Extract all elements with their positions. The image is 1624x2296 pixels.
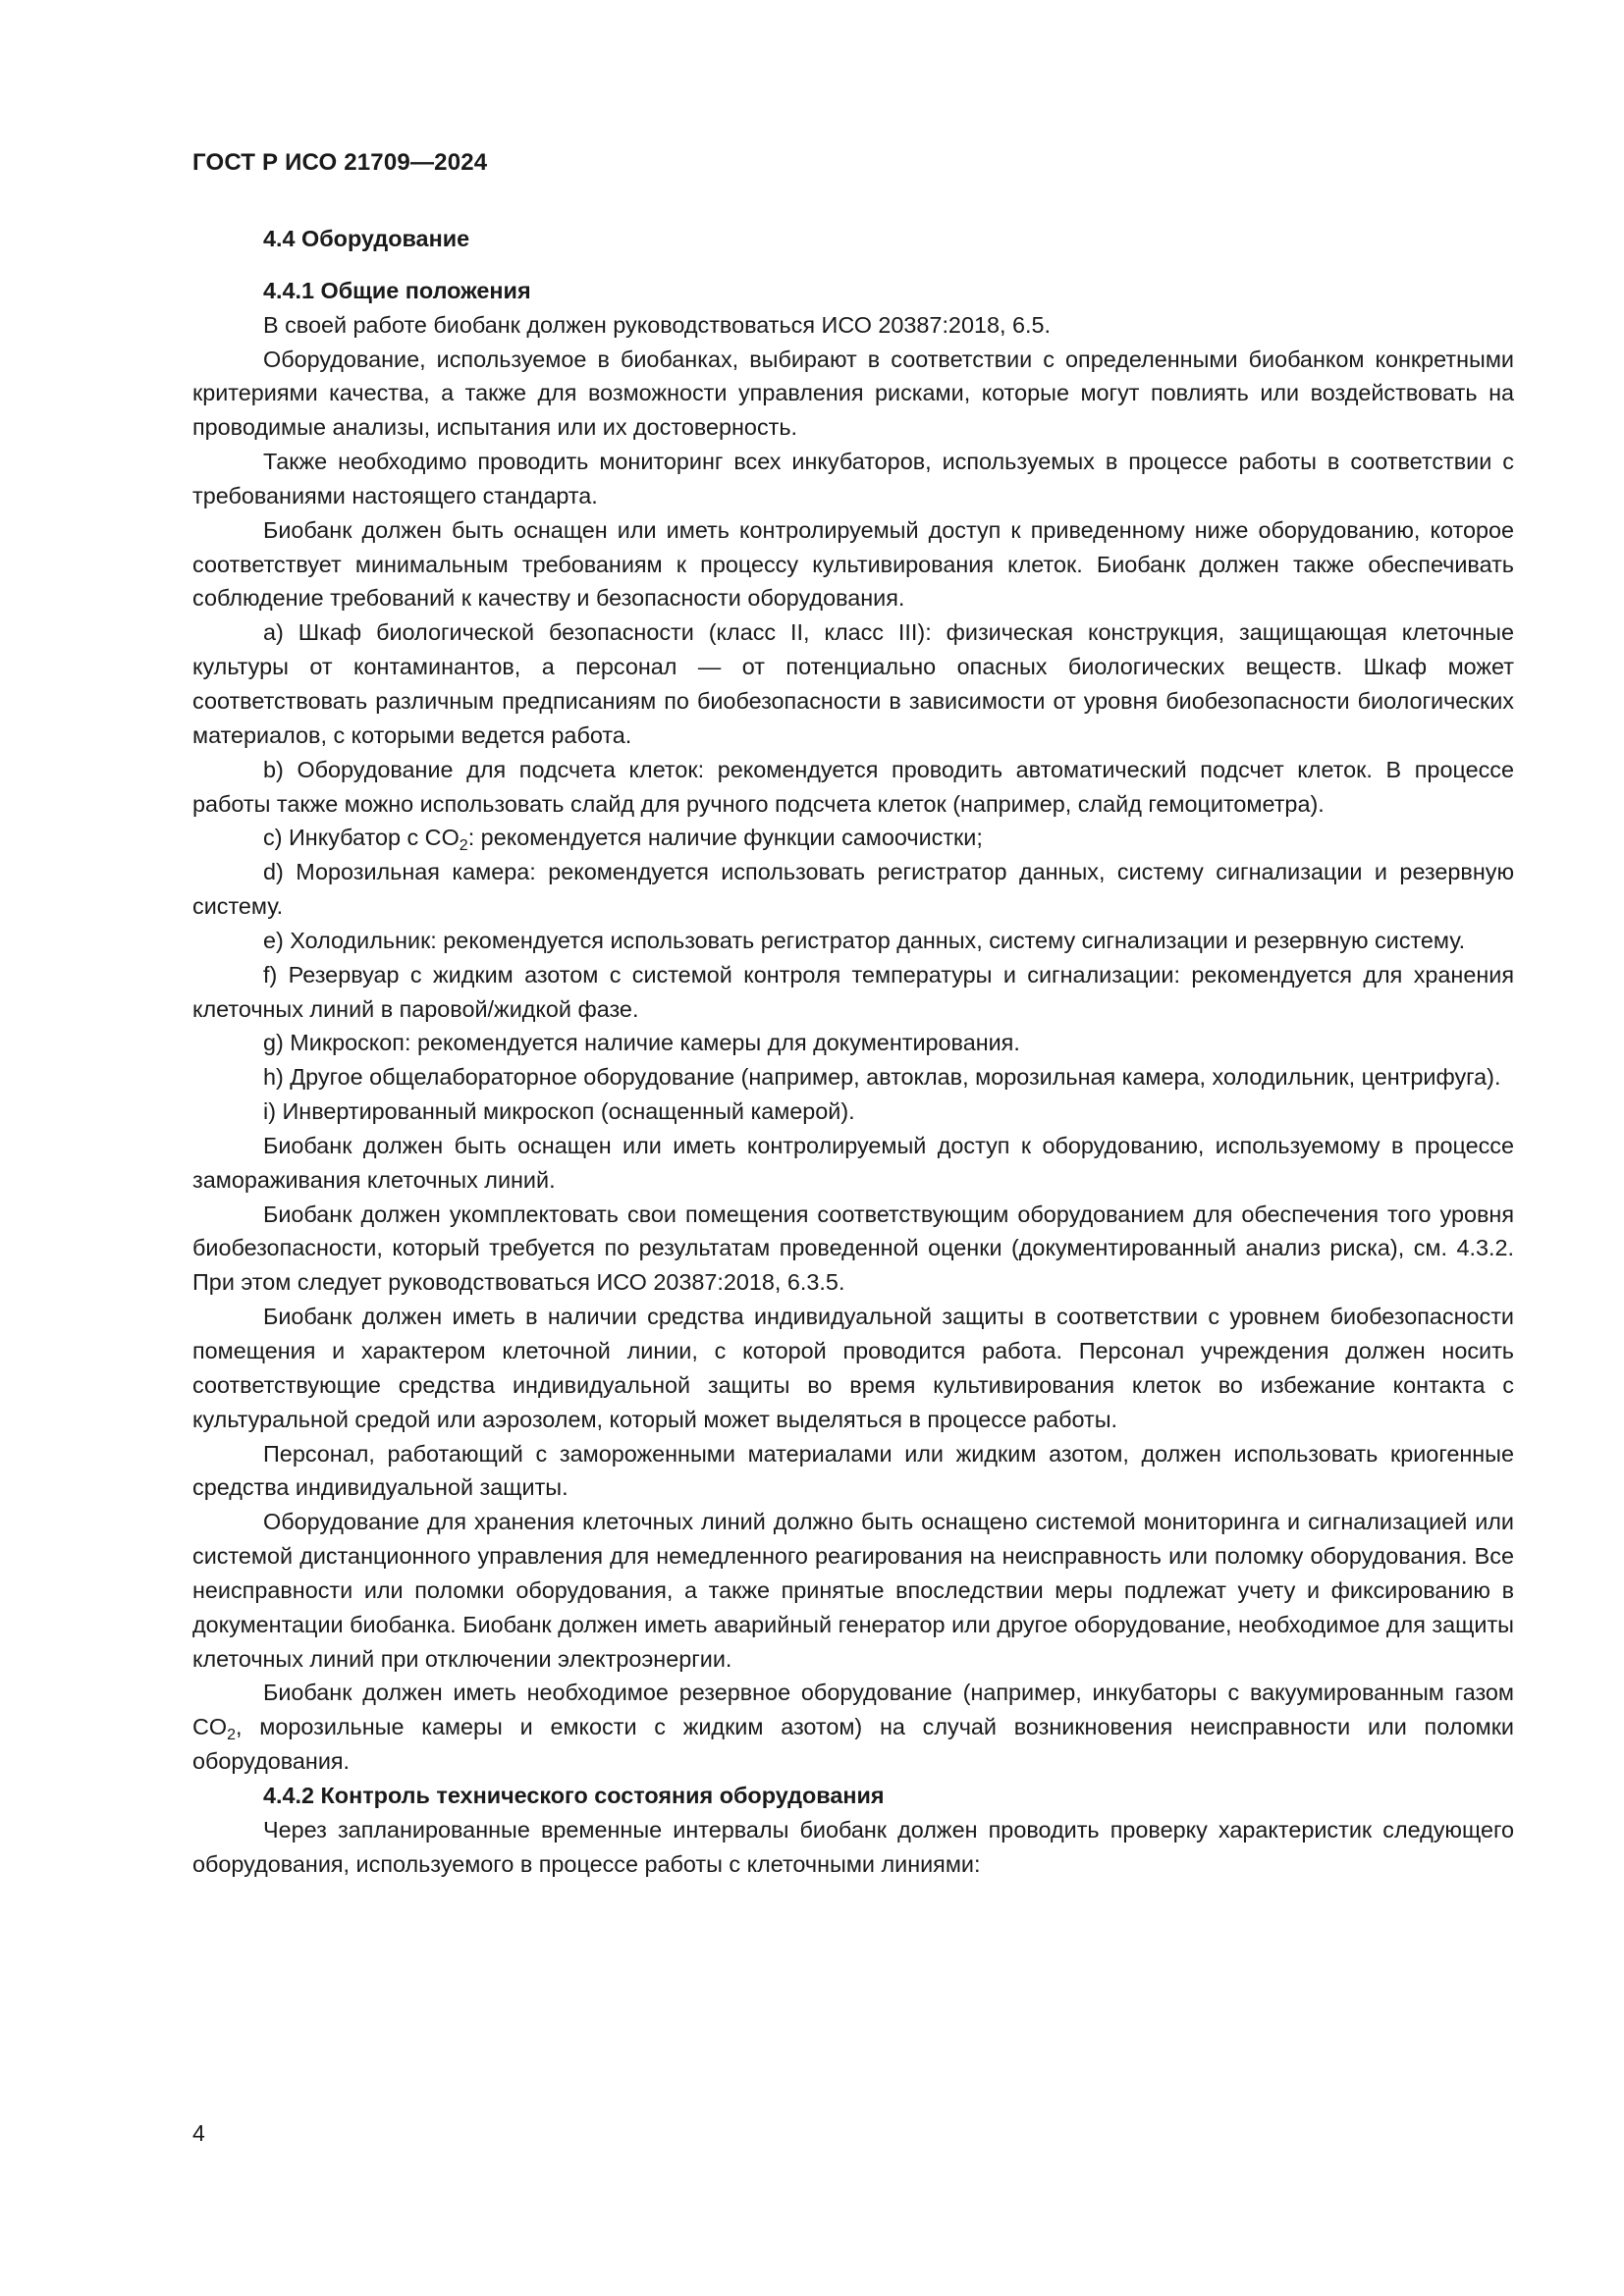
page-number: 4 (192, 2120, 205, 2146)
list-item-h: h) Другое общелабораторное оборудование (например, автоклав, морозильная камера, холодильник, центрифуга). (263, 1064, 1501, 1091)
paragraph (192, 1676, 1514, 1779)
co2-subscript: 2 (227, 1727, 236, 1744)
paragraph-text: Биобанк должен иметь необходимое резервное оборудование (например, инкубаторы с вакуумированным газом CO (192, 1680, 1514, 1740)
list-item-b: b) Оборудование для подсчета клеток: рекомендуется проводить автоматический подсчет клеток. В процессе работы также можно использовать слайд для ручного подсчета клеток (например, слайд гемоцитометра). (192, 756, 1514, 817)
list-item-c-text-end: : рекомендуется наличие функции самоочистки; (467, 825, 983, 851)
paragraph: Персонал, работающий с замороженными материалами или жидким азотом, должен использовать криогенные средства индивидуальной защиты. (192, 1440, 1514, 1501)
paragraph: Биобанк должен укомплектовать свои помещения соответствующим оборудованием для обеспечения того уровня биобезопасности, который требуется по результатам проведенной оценки (документированный анализ риска), см. 4.3.2. При этом следует руководствоваться ИСО 20387:2018, 6.3.5. (192, 1201, 1514, 1296)
list-item-c (192, 821, 1514, 855)
section-4-4-heading: 4.4 Оборудование (263, 226, 470, 251)
standard-header: ГОСТ Р ИСО 21709—2024 (192, 149, 488, 176)
list-item-f: f) Резервуар с жидким азотом с системой контроля температуры и сигнализации: рекомендуется для хранения клеточных линий в паровой/жидкой фазе. (192, 961, 1514, 1022)
paragraph: Биобанк должен быть оснащен или иметь контролируемый доступ к приведенному ниже оборудованию, которое соответствует минимальным требованиям к процессу культивирования клеток. Биобанк должен также обеспечивать соблюдение требований к качеству и безопасности оборудования. (192, 516, 1514, 612)
list-item-i: i) Инвертированный микроскоп (оснащенный камерой). (263, 1098, 855, 1125)
paragraph: Оборудование для хранения клеточных линий должно быть оснащено системой мониторинга и сигнализацией или системой дистанционного управления для немедленного реагирования на неисправность или поломку оборудования. Все неисправности или поломки оборудования, а также принятые впоследствии меры подлежат учету и фиксированию в документации биобанка. Биобанк должен иметь аварийный генератор или другое оборудование, необходимое для защиты клеточных линий при отключении электроэнергии. (192, 1509, 1514, 1672)
list-item-d: d) Морозильная камера: рекомендуется использовать регистратор данных, систему сигнализации и резервную систему. (192, 859, 1514, 920)
body-text (192, 222, 1514, 1882)
paragraph: Биобанк должен быть оснащен или иметь контролируемый доступ к оборудованию, используемому в процессе замораживания клеточных линий. (192, 1132, 1514, 1193)
paragraph-text-end: , морозильные камеры и емкости с жидким азотом) на случай возникновения неисправности или поломки оборудования. (192, 1714, 1514, 1775)
paragraph: Также необходимо проводить мониторинг всех инкубаторов, используемых в процессе работы в соответствии с требованиями настоящего стандарта. (192, 449, 1514, 508)
co2-subscript: 2 (459, 837, 468, 855)
list-item-a: а) Шкаф биологической безопасности (класс II, класс III): физическая конструкция, защищающая клеточные культуры от контаминантов, а персонал — от потенциально опасных биологических веществ. Шкаф может соответствовать различным предписаниям по биобезопасности в зависимости от уровня биобезопасности биологических материалов, с которыми ведется работа. (192, 619, 1514, 748)
list-item-g: g) Микроскоп: рекомендуется наличие камеры для документирования. (263, 1030, 1020, 1056)
list-item-c-text: c) Инкубатор с CO (263, 825, 460, 851)
section-4-4-2-heading: 4.4.2 Контроль технического состояния оборудования (263, 1782, 885, 1808)
paragraph: Биобанк должен иметь в наличии средства индивидуальной защиты в соответствии с уровнем биобезопасности помещения и характером клеточной линии, с которой проводится работа. Персонал учреждения должен носить соответствующие средства индивидуальной защиты во время культивирования клеток во избежание контакта с культуральной средой или аэрозолем, который может выделяться в процессе работы. (192, 1304, 1514, 1432)
section-4-4-1-heading: 4.4.1 Общие положения (263, 277, 531, 303)
paragraph: Оборудование, используемое в биобанках, выбирают в соответствии с определенными биобанком конкретными критериями качества, а также для возможности управления рисками, которые могут повлиять или воздействовать на проводимые анализы, испытания или их достоверность. (192, 346, 1514, 441)
paragraph: В своей работе биобанк должен руководствоваться ИСО 20387:2018, 6.5. (263, 311, 1051, 338)
list-item-e: e) Холодильник: рекомендуется использовать регистратор данных, систему сигнализации и резервную систему. (263, 927, 1466, 953)
paragraph: Через запланированные временные интервалы биобанк должен проводить проверку характеристик следующего оборудования, используемого в процессе работы с клеточными линиями: (192, 1816, 1514, 1877)
